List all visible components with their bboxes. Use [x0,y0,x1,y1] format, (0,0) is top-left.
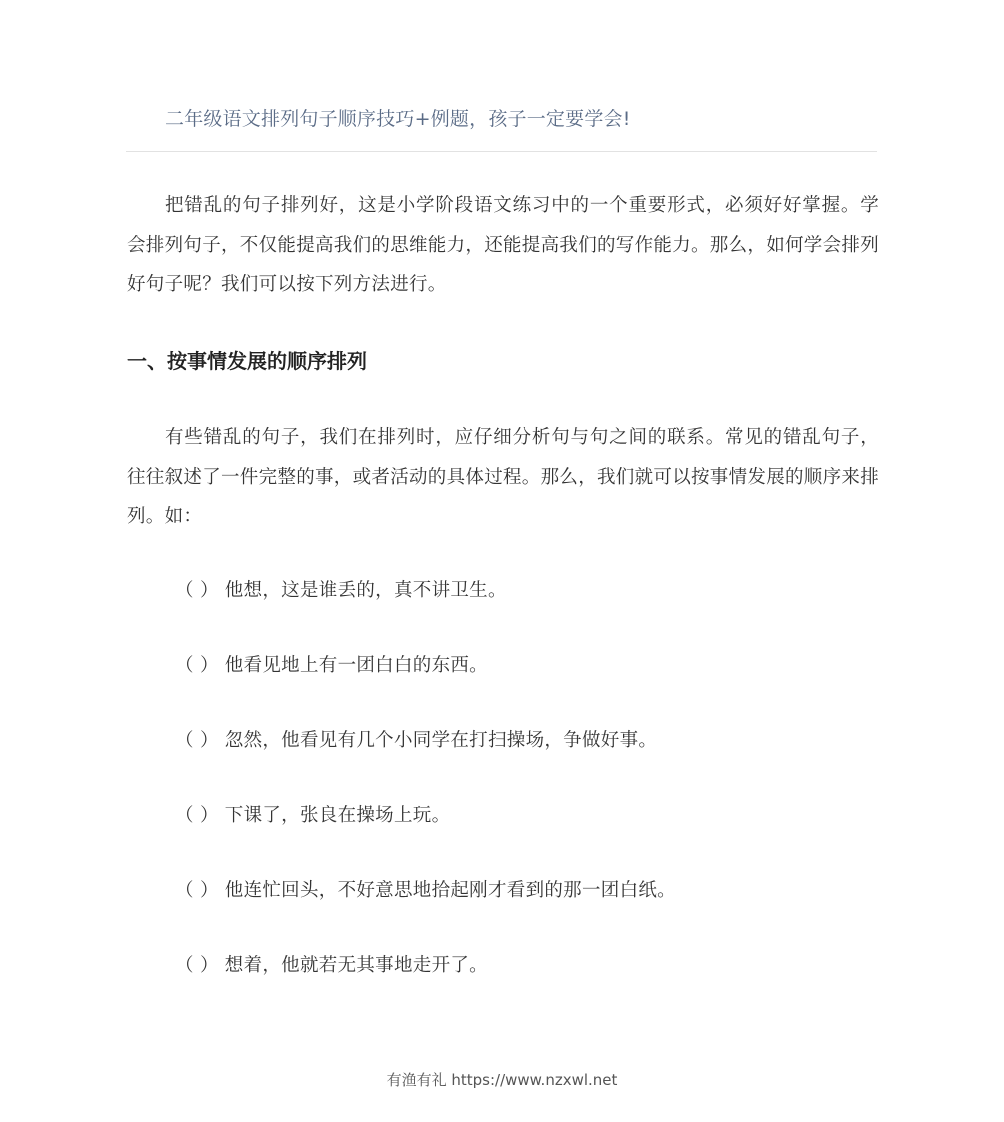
exercise-item [175,651,676,726]
section-heading: 一、按事情发展的顺序排列 [127,349,367,373]
footer-watermark: 有渔有礼 https://www.nzxwl.net [386,1071,618,1089]
intro-paragraph: 把错乱的句子排列好，这是小学阶段语文练习中的一个重要形式，必须好好掌握。学会排列句子，不仅能提高我们的思维能力，还能提高我们的写作能力。那么，如何学会排列好句子呢？我们可以按下列方法进行。 [127,195,880,295]
exercise-item [175,726,676,801]
exercise-sentence: 下课了，张良在操场上玩。 [224,805,451,826]
title-divider [126,151,877,152]
exercise-item [175,876,676,951]
answer-blank: （ ） [175,955,219,976]
exercise-sentence: 忽然，他看见有几个小同学在打扫操场，争做好事。 [224,730,658,751]
exercise-item [175,576,676,651]
section-paragraph: 有些错乱的句子，我们在排列时，应仔细分析句与句之间的联系。常见的错乱句子，往往叙述了一件完整的事，或者活动的具体过程。那么，我们就可以按事情发展的顺序来排列。如： [127,427,880,527]
answer-blank: （ ） [175,655,219,676]
exercise-item [175,801,676,876]
exercise-sentence: 他看见地上有一团白白的东西。 [224,655,488,676]
exercise-sentence: 想着，他就若无其事地走开了。 [224,955,488,976]
exercise-list [175,576,676,1026]
answer-blank: （ ） [175,880,219,901]
exercise-sentence: 他连忙回头，不好意思地拾起刚才看到的那一团白纸。 [224,880,676,901]
answer-blank: （ ） [175,730,219,751]
exercise-sentence: 他想，这是谁丢的，真不讲卫生。 [224,580,507,601]
exercise-item [175,951,676,1026]
answer-blank: （ ） [175,580,219,601]
answer-blank: （ ） [175,805,219,826]
article-title: 二年级语文排列句子顺序技巧+例题，孩子一定要学会! [165,108,631,130]
